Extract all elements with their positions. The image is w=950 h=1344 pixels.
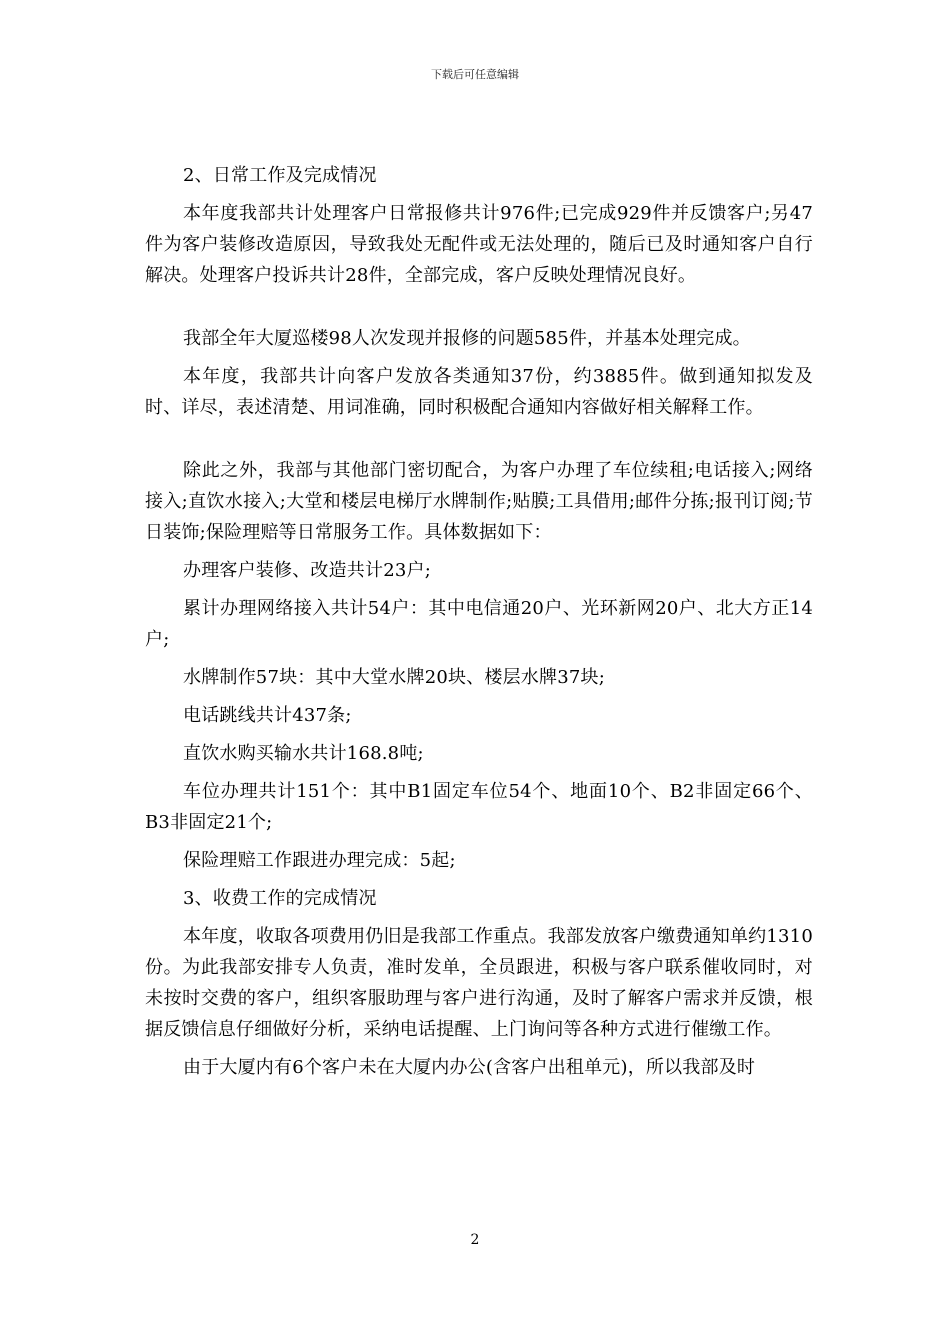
list-item-parking: 车位办理共计151个：其中B1固定车位54个、地面10个、B2非固定66个、B3非固定21个; [145,781,813,833]
list-item-signage: 水牌制作57块：其中大堂水牌20块、楼层水牌37块; [183,667,605,688]
page-number: 2 [470,1232,480,1248]
paragraph-services: 除此之外，我部与其他部门密切配合，为客户办理了车位续租;电话接入;网络接入;直饮水接入;大堂和楼层电梯厅水牌制作;贴膜;工具借用;邮件分拣;报刊订阅;节日装饰;保险理赔等日常服务工作。具体数据如下： [145,460,813,543]
list-item-network: 累计办理网络接入共计54户：其中电信通20户、光环新网20户、北大方正14户; [145,598,813,650]
list-item-insurance: 保险理赔工作跟进办理完成：5起; [183,850,456,871]
section-heading-fees: 3、收费工作的完成情况 [183,888,377,909]
list-item-renovation: 办理客户装修、改造共计23户; [183,560,431,581]
paragraph-absent-clients: 由于大厦内有6个客户未在大厦内办公(含客户出租单元)，所以我部及时 [183,1057,756,1078]
paragraph-fee-collection: 本年度，收取各项费用仍旧是我部工作重点。我部发放客户缴费通知单约1310份。为此我部安排专人负责，准时发单，全员跟进，积极与客户联系催收同时，对未按时交费的客户，组织客服助理与客户进行沟通，及时了解客户需求并反馈，根据反馈信息仔细做好分析，采纳电话提醒、上门询问等各种方式进行催缴工作。 [145,926,813,1040]
list-item-drinking-water: 直饮水购买输水共计168.8吨; [183,743,424,764]
paragraph-notices: 本年度，我部共计向客户发放各类通知37份，约3885件。做到通知拟发及时、详尽，表述清楚、用词准确，同时积极配合通知内容做好相关解释工作。 [145,366,813,418]
header-note: 下载后可任意编辑 [431,68,519,81]
paragraph-repairs: 本年度我部共计处理客户日常报修共计976件;已完成929件并反馈客户;另47件为客户装修改造原因，导致我处无配件或无法处理的，随后已及时通知客户自行解决。处理客户投诉共计28件，全部完成，客户反映处理情况良好。 [145,203,813,286]
list-item-phone-lines: 电话跳线共计437条; [183,705,352,726]
section-heading-daily-work: 2、日常工作及完成情况 [183,165,377,186]
body-text [145,160,813,1090]
paragraph-patrol: 我部全年大厦巡楼98人次发现并报修的问题585件，并基本处理完成。 [183,328,751,349]
